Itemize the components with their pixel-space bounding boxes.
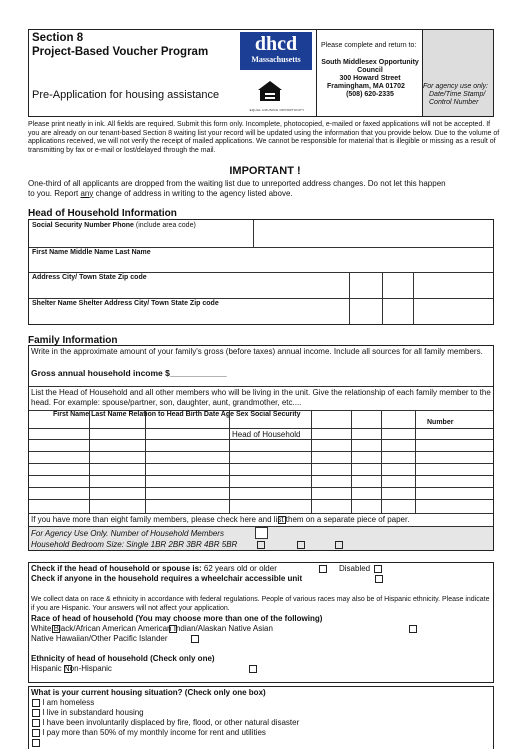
important-text: One-third of all applicants are dropped from the waiting list due to unreported address changes. Do not let this happen to you. Report any change of address in writing to the agency listed above. <box>28 179 446 198</box>
wheelchair-question: Check if anyone in the household requires a wheelchair accessible unit <box>31 574 303 583</box>
family-title: Family Information <box>28 335 118 346</box>
disabled-checkbox[interactable] <box>374 565 382 573</box>
important-title: IMPORTANT ! <box>229 165 301 177</box>
agency-use-area: For Agency Use Only. Number of Household Members Household Bedroom Size: Single 1BR 2BR 3BR 4BR 5BR <box>29 526 493 550</box>
bedroom-checkbox-3[interactable] <box>335 541 343 549</box>
race-pacific-checkbox[interactable] <box>191 635 199 643</box>
shelter-field[interactable]: Shelter Name Shelter Address City/ Town State Zip code <box>32 300 219 307</box>
program-title: Project-Based Voucher Program <box>32 46 209 58</box>
ethnicity-title: Ethnicity of head of household (Check only one) <box>31 654 215 663</box>
non-hispanic-checkbox[interactable] <box>249 665 257 673</box>
household-members-box[interactable] <box>255 527 268 539</box>
housing-option-0[interactable]: I am homeless <box>32 698 94 708</box>
wheelchair-checkbox[interactable] <box>375 575 383 583</box>
race-options: White Black/African American American Indian/Alaskan Native Asian <box>31 624 273 633</box>
housing-title: What is your current housing situation? (Check only one box) <box>31 688 266 697</box>
housing-section <box>28 686 494 749</box>
income-text: Write in the approximate amount of your family's gross (before taxes) annual income. Include all sources for all family members. <box>31 347 483 356</box>
age-question: Check if the head of household or spouse is: 62 years old or older <box>31 564 277 573</box>
more-members-text: If you have more than eight family members, please check here and list them on a separate piece of paper. <box>31 515 410 524</box>
address-field[interactable]: Address City/ Town State Zip code <box>32 274 147 281</box>
hoh-title: Head of Household Information <box>28 208 177 219</box>
housing-option-1[interactable]: I live in substandard housing <box>32 708 144 718</box>
hoh-table <box>28 219 494 325</box>
race-title: Race of head of household (You may choose more than one of the following) <box>31 614 323 623</box>
head-of-household-cell: Head of Household <box>232 430 301 439</box>
return-label: Please complete and return to: <box>321 42 417 49</box>
equal-housing-icon <box>255 79 285 109</box>
ssn-phone-field[interactable]: Social Security Number Phone (include area code) <box>32 222 196 229</box>
housing-option-2[interactable]: I have been involuntarily displaced by fire, flood, or other natural disaster <box>32 718 299 728</box>
list-text: List the Head of Household and all other members who will be living in the unit. Give the relationship of each family member to the head. For example: spouse/partner, son, daughter, aunt, grandmother, etc.... <box>31 388 491 407</box>
more-members-checkbox[interactable] <box>278 516 286 524</box>
race-asian-checkbox[interactable] <box>409 625 417 633</box>
eligibility-section: Check if the head of household or spouse is: 62 years old or older Disabled Check if anyone in the household requires a wheelchair accessible unit We collect data on race & ethnicity in accordance with federal regulations. People of various races may also be of Hispanic ethnicity. Please indicate if you are Hispanic. Your answers will not affect your application. Race of head of household (You may choose more than one of the following) White Black/African American American Indian/Alaskan Native Asian Native Hawaiian/Other Pacific Islander Ethnicity of head of household (Check only one) Hispanic Non-Hispanic <box>28 562 494 683</box>
race-white-checkbox[interactable] <box>52 625 60 633</box>
return-address-block: Please complete and return to: South Middlesex Opportunity Council 300 Howard Street Framingham, MA 01702 (508) 620-2335 <box>316 29 422 117</box>
income-field[interactable]: Gross annual household income $____________ <box>31 368 227 378</box>
bedroom-checkbox-2[interactable] <box>297 541 305 549</box>
dhcd-logo: dhcd Massachusetts <box>240 32 312 70</box>
race-native-checkbox[interactable] <box>169 625 177 633</box>
housing-option-3[interactable]: I pay more than 50% of my monthly income for rent and utilities <box>32 728 266 738</box>
number-header: Number <box>427 419 454 426</box>
race-notice: We collect data on race & ethnicity in accordance with federal regulations. People of various races may also be of Hispanic ethnicity. Please indicate if you are Hispanic. Your answers will not affect your application. <box>31 596 490 612</box>
equal-housing-caption: EQUAL HOUSING OPPORTUNITY <box>249 108 305 112</box>
hispanic-checkbox[interactable] <box>64 665 72 673</box>
agency-use-block: For agency use only: Date/Time Stamp/ Control Number <box>422 29 494 117</box>
instructions: Please print neatly in ink. All fields are required. Submit this form only. Incomplete, photocopied, e-mailed or faxed applications will not be accepted. If you are already on our tenant-based Section 8 waiting list your record will be updated using the information that you provide below. Due to the volume of applications received, we will not verify the receipt of mailed applications. We cannot be responsible for material that is illegible or missing as a result of transmitting by fax or e-mail or lost/delayed through the mail. <box>28 121 500 154</box>
family-table <box>28 345 494 551</box>
housing-option-4[interactable] <box>32 738 40 748</box>
ethnicity-options: Hispanic Non-Hispanic <box>31 664 112 673</box>
bedroom-checkbox-1[interactable] <box>257 541 265 549</box>
age-checkbox[interactable] <box>319 565 327 573</box>
header-title-block <box>28 29 238 117</box>
page-subtitle: Pre-Application for housing assistance <box>32 89 220 101</box>
section-title: Section 8 <box>32 32 84 44</box>
logo-block <box>238 29 316 117</box>
name-field[interactable]: First Name Middle Name Last Name <box>32 249 151 256</box>
family-column-headers: First Name Last Name Relation to Head Birth Date Age Sex Social Security <box>53 411 301 418</box>
